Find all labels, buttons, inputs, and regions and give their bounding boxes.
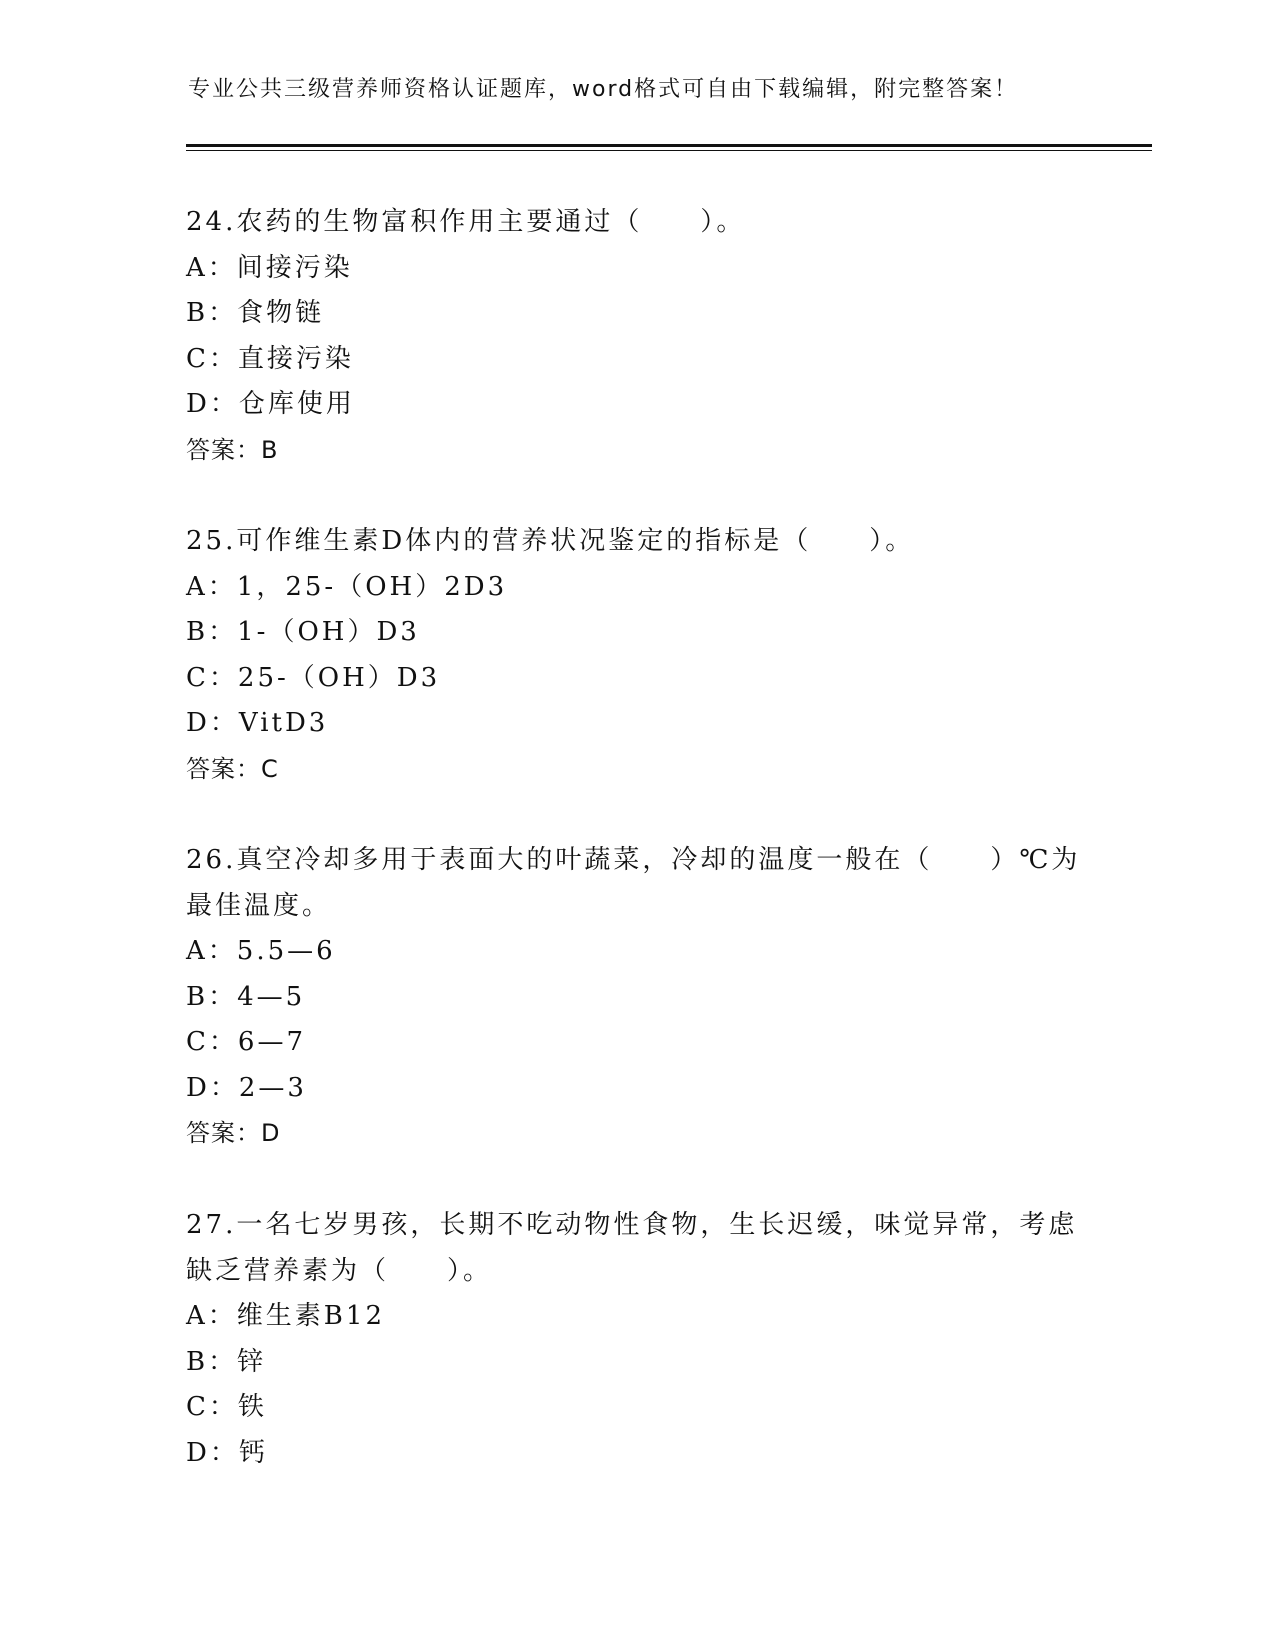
question-26 (186, 838, 1086, 1157)
option-text: 食物链 (237, 298, 325, 328)
option-text: 4—5 (237, 981, 306, 1012)
option-letter: A (186, 936, 208, 966)
option-text: 6—7 (237, 1027, 307, 1057)
question-stem-continued: 缺乏营养素为（ ）。 (186, 1255, 493, 1286)
header-divider-thin (186, 150, 1152, 151)
option-a: A：1，25-（OH）2D3 (186, 571, 508, 602)
option-text: 铁 (237, 1392, 267, 1422)
option-letter: D (186, 708, 210, 738)
page-header: 专业公共三级营养师资格认证题库，word格式可自由下载编辑，附完整答案！ (188, 77, 1019, 102)
option-a: A：5.5—6 (186, 936, 336, 966)
option-letter: C (186, 1392, 209, 1422)
question-27 (186, 1203, 1086, 1476)
option-d: D：仓库使用 (186, 389, 355, 419)
option-letter: D (186, 1437, 210, 1468)
option-letter: C (186, 343, 209, 374)
option-b: B：1-（OH）D3 (186, 617, 420, 647)
option-a: A：维生素B12 (186, 1301, 385, 1331)
question-stem-continued: 最佳温度。 (186, 890, 332, 921)
option-b: B：锌 (186, 1346, 267, 1377)
option-d: D：钙 (186, 1437, 268, 1468)
question-stem: 25.可作维生素D体内的营养状况鉴定的指标是（ ）。 (186, 526, 915, 556)
option-d: D：VitD3 (186, 708, 329, 738)
option-text: 间接污染 (236, 252, 353, 283)
option-text: 仓库使用 (238, 389, 355, 419)
option-c: C：直接污染 (186, 343, 354, 374)
header-divider-thick (186, 144, 1152, 147)
option-letter: B (186, 298, 209, 328)
option-letter: A (186, 571, 208, 602)
answer-label: 答案：B (186, 435, 279, 464)
option-a: A：间接污染 (186, 252, 353, 283)
option-text: VitD3 (238, 708, 329, 738)
option-letter: D (186, 1072, 210, 1103)
option-letter: A (186, 252, 208, 283)
option-d: D：2—3 (186, 1072, 307, 1103)
question-25 (186, 519, 1086, 792)
option-letter: A (186, 1301, 208, 1331)
option-text: 1-（OH）D3 (237, 617, 420, 647)
option-text: 1，25-（OH）2D3 (236, 571, 508, 602)
option-b: B：食物链 (186, 298, 325, 328)
answer-label: 答案：C (186, 754, 279, 783)
question-24 (186, 200, 1086, 473)
option-text: 钙 (238, 1437, 268, 1468)
option-letter: C (186, 1027, 209, 1057)
option-letter: B (186, 981, 209, 1012)
question-stem: 26.真空冷却多用于表面大的叶蔬菜，冷却的温度一般在（ ）℃为 (186, 845, 1081, 875)
option-text: 维生素B12 (236, 1301, 385, 1331)
option-b: B：4—5 (186, 981, 306, 1012)
option-text: 25-（OH）D3 (237, 662, 441, 693)
option-letter: D (186, 389, 210, 419)
option-text: 2—3 (238, 1072, 307, 1103)
answer-label: 答案：D (186, 1119, 281, 1147)
option-text: 直接污染 (237, 343, 354, 374)
option-letter: C (186, 662, 209, 693)
option-text: 锌 (237, 1346, 267, 1377)
option-letter: B (186, 617, 209, 647)
option-text: 5.5—6 (236, 936, 336, 966)
option-c: C：铁 (186, 1392, 267, 1422)
option-c: C：6—7 (186, 1027, 307, 1057)
question-stem: 24.农药的生物富积作用主要通过（ ）。 (186, 207, 746, 237)
question-stem: 27.一名七岁男孩，长期不吃动物性食物，生长迟缓，味觉异常，考虑 (186, 1210, 1078, 1240)
option-c: C：25-（OH）D3 (186, 662, 441, 693)
option-letter: B (186, 1346, 209, 1377)
